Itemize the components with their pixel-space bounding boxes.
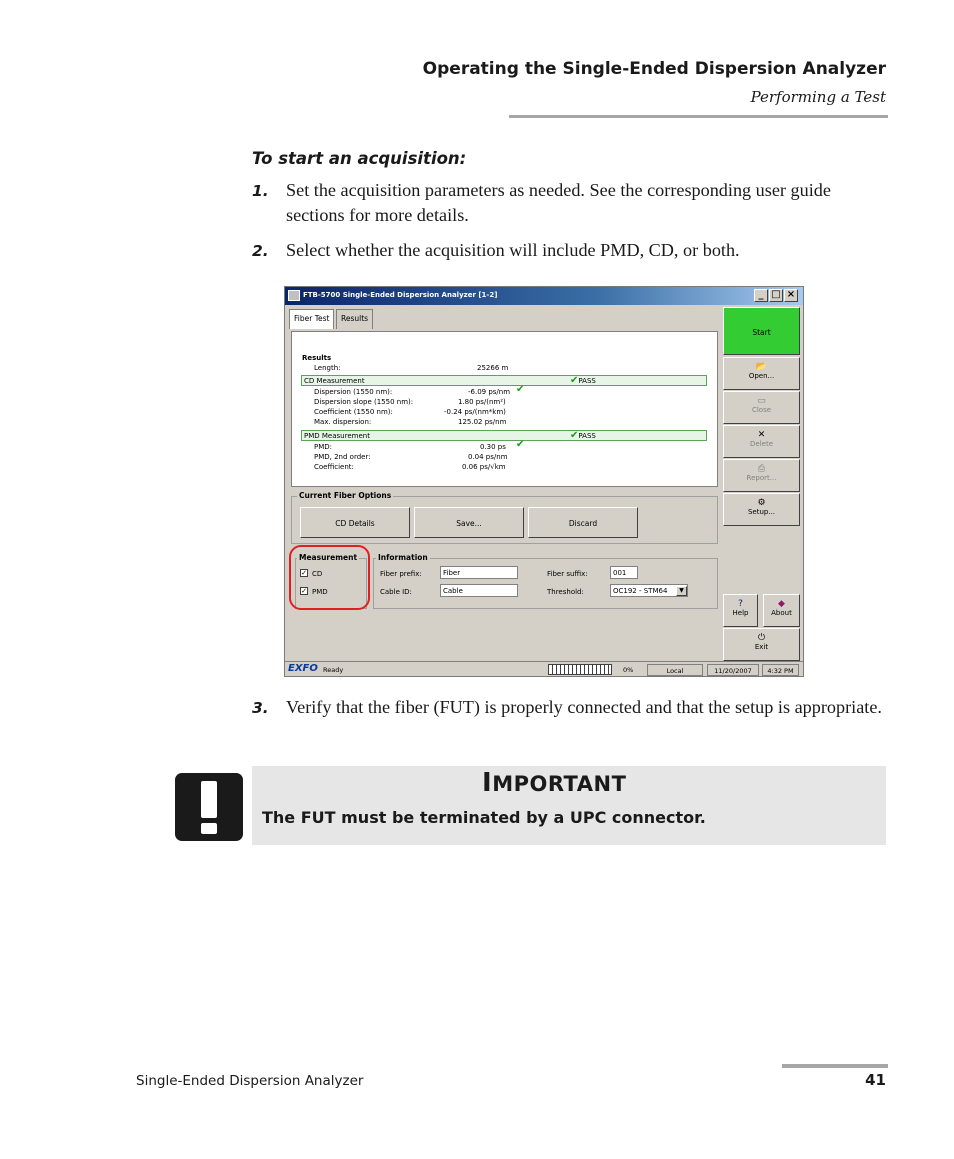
cd-checkbox-label: CD xyxy=(312,570,323,578)
information-label: Information xyxy=(378,553,428,562)
check-icon: ✔ xyxy=(516,439,525,450)
important-icon-dot xyxy=(201,823,217,834)
step-text: Select whether the acquisition will include PMD, CD, or both. xyxy=(286,240,740,260)
result-value: 0.06 ps/√km xyxy=(462,463,506,471)
open-button[interactable] xyxy=(723,357,800,390)
results-panel xyxy=(291,331,718,487)
window-title: FTB-5700 Single-Ended Dispersion Analyzer [1-2] xyxy=(303,291,498,299)
tab-fiber-test[interactable]: Fiber Test xyxy=(289,309,334,329)
result-value: 1.80 ps/(nm²) xyxy=(458,398,506,406)
footer-title: Single-Ended Dispersion Analyzer xyxy=(136,1073,364,1089)
footer-rule xyxy=(782,1064,888,1068)
about-button[interactable] xyxy=(763,594,800,627)
length-value: 25266 m xyxy=(477,364,509,372)
progress-percent: 0% xyxy=(623,666,634,674)
result-label: PMD, 2nd order: xyxy=(314,453,371,461)
fiber-suffix-label: Fiber suffix: xyxy=(547,570,588,578)
help-icon: ? xyxy=(738,599,743,609)
important-icon-bar xyxy=(201,781,217,818)
application-screenshot xyxy=(284,286,804,677)
pmd-header-label: PMD Measurement xyxy=(304,432,370,440)
folder-open-icon: 📂 xyxy=(755,362,768,372)
results-heading: Results xyxy=(302,354,332,362)
fiber-prefix-label: Fiber prefix: xyxy=(380,570,422,578)
measurement-label: Measurement xyxy=(299,553,358,562)
length-label: Length: xyxy=(314,364,341,372)
result-label: PMD: xyxy=(314,443,333,451)
step-number: 2. xyxy=(252,242,269,260)
date-indicator: 11/20/2007 xyxy=(707,664,759,676)
result-label: Dispersion slope (1550 nm): xyxy=(314,398,414,406)
exit-label: Exit xyxy=(754,643,769,651)
cd-header-label: CD Measurement xyxy=(304,377,365,385)
about-label: About xyxy=(771,609,792,617)
close-label: Close xyxy=(751,406,772,414)
about-icon: ◆ xyxy=(778,599,785,609)
check-icon: ✔ xyxy=(516,384,525,395)
tab-results[interactable]: Results xyxy=(336,309,373,329)
delete-icon: ✕ xyxy=(757,430,766,440)
report-label: Report... xyxy=(746,474,777,482)
close-window-button[interactable]: × xyxy=(784,289,798,302)
threshold-value: OC192 - STM64 xyxy=(613,587,668,595)
pmd-checkbox-label: PMD xyxy=(312,588,328,596)
step-text: Set the acquisition parameters as needed. See the corresponding user guide sections for more details. xyxy=(286,180,831,225)
result-value: -6.09 ps/nm xyxy=(468,388,511,396)
result-value: -0.24 ps/(nm*km) xyxy=(444,408,506,416)
highlight-circle xyxy=(289,545,370,610)
result-label: Max. dispersion: xyxy=(314,418,372,426)
result-value: 125.02 ps/nm xyxy=(458,418,507,426)
chevron-down-icon[interactable]: ▼ xyxy=(676,586,687,596)
running-header-subtitle: Performing a Test xyxy=(750,88,886,106)
cd-measurement-header xyxy=(301,375,707,386)
save-button[interactable]: Save... xyxy=(414,507,524,538)
procedure-title: To start an acquisition: xyxy=(252,149,467,168)
step-number: 1. xyxy=(252,182,269,200)
important-title-rest: MPORTANT xyxy=(492,772,627,796)
cd-details-button[interactable]: CD Details xyxy=(300,507,410,538)
cd-pass-badge xyxy=(570,375,596,386)
cd-checkbox[interactable]: ✓ xyxy=(301,569,307,577)
result-label: Coefficient (1550 nm): xyxy=(314,408,393,416)
pmd-checkbox[interactable]: ✓ xyxy=(301,587,307,595)
delete-button[interactable] xyxy=(723,425,800,458)
important-title xyxy=(482,768,626,798)
running-header-title: Operating the Single-Ended Dispersion Analyzer xyxy=(422,59,886,79)
fiber-prefix-field[interactable]: Fiber xyxy=(440,566,518,579)
help-button[interactable] xyxy=(723,594,758,627)
time-indicator: 4:32 PM xyxy=(762,664,799,676)
delete-label: Delete xyxy=(750,440,773,448)
pass-check-icon: ✔ xyxy=(570,375,579,386)
window-titlebar xyxy=(285,287,803,305)
open-label: Open... xyxy=(748,372,775,380)
cable-id-label: Cable ID: xyxy=(380,588,412,596)
exfo-logo: EXFO xyxy=(288,663,318,674)
header-rule xyxy=(509,115,888,118)
pmd-pass-badge xyxy=(570,430,596,441)
app-icon xyxy=(288,290,300,301)
discard-button[interactable]: Discard xyxy=(528,507,638,538)
cable-id-field[interactable]: Cable xyxy=(440,584,518,597)
report-button[interactable] xyxy=(723,459,800,492)
status-bar xyxy=(285,661,803,677)
result-label: Coefficient: xyxy=(314,463,354,471)
exit-button[interactable] xyxy=(723,628,800,661)
fiber-suffix-field[interactable]: 001 xyxy=(610,566,638,579)
power-icon: ⏻ xyxy=(757,633,766,643)
help-label: Help xyxy=(732,609,749,617)
close-file-icon: ▭ xyxy=(757,396,766,406)
result-value: 0.30 ps xyxy=(480,443,506,451)
step-number: 3. xyxy=(252,699,269,717)
progress-bar xyxy=(548,664,612,675)
setup-button[interactable] xyxy=(723,493,800,526)
setup-icon: ⚙ xyxy=(757,498,766,508)
result-label: Dispersion (1550 nm): xyxy=(314,388,393,396)
threshold-label: Threshold: xyxy=(547,588,584,596)
important-title-initial: I xyxy=(482,768,493,798)
result-value: 0.04 ps/nm xyxy=(468,453,508,461)
step-text: Verify that the fiber (FUT) is properly connected and that the setup is appropriate. xyxy=(286,697,882,717)
pmd-measurement-header xyxy=(301,430,707,441)
minimize-button[interactable]: _ xyxy=(754,289,768,302)
maximize-button[interactable]: □ xyxy=(769,289,783,302)
cd-status: PASS xyxy=(578,377,596,385)
page-number: 41 xyxy=(865,1071,886,1089)
setup-label: Setup... xyxy=(747,508,776,516)
pass-check-icon: ✔ xyxy=(570,430,579,441)
mode-indicator: Local xyxy=(647,664,703,676)
pmd-status: PASS xyxy=(578,432,596,440)
printer-icon: ⎙ xyxy=(757,464,766,474)
close-button[interactable] xyxy=(723,391,800,424)
fiber-options-label: Current Fiber Options xyxy=(299,491,392,500)
important-icon xyxy=(175,773,243,841)
status-ready: Ready xyxy=(323,666,344,674)
important-text: The FUT must be terminated by a UPC connector. xyxy=(262,808,706,827)
start-button[interactable]: Start xyxy=(723,307,800,355)
